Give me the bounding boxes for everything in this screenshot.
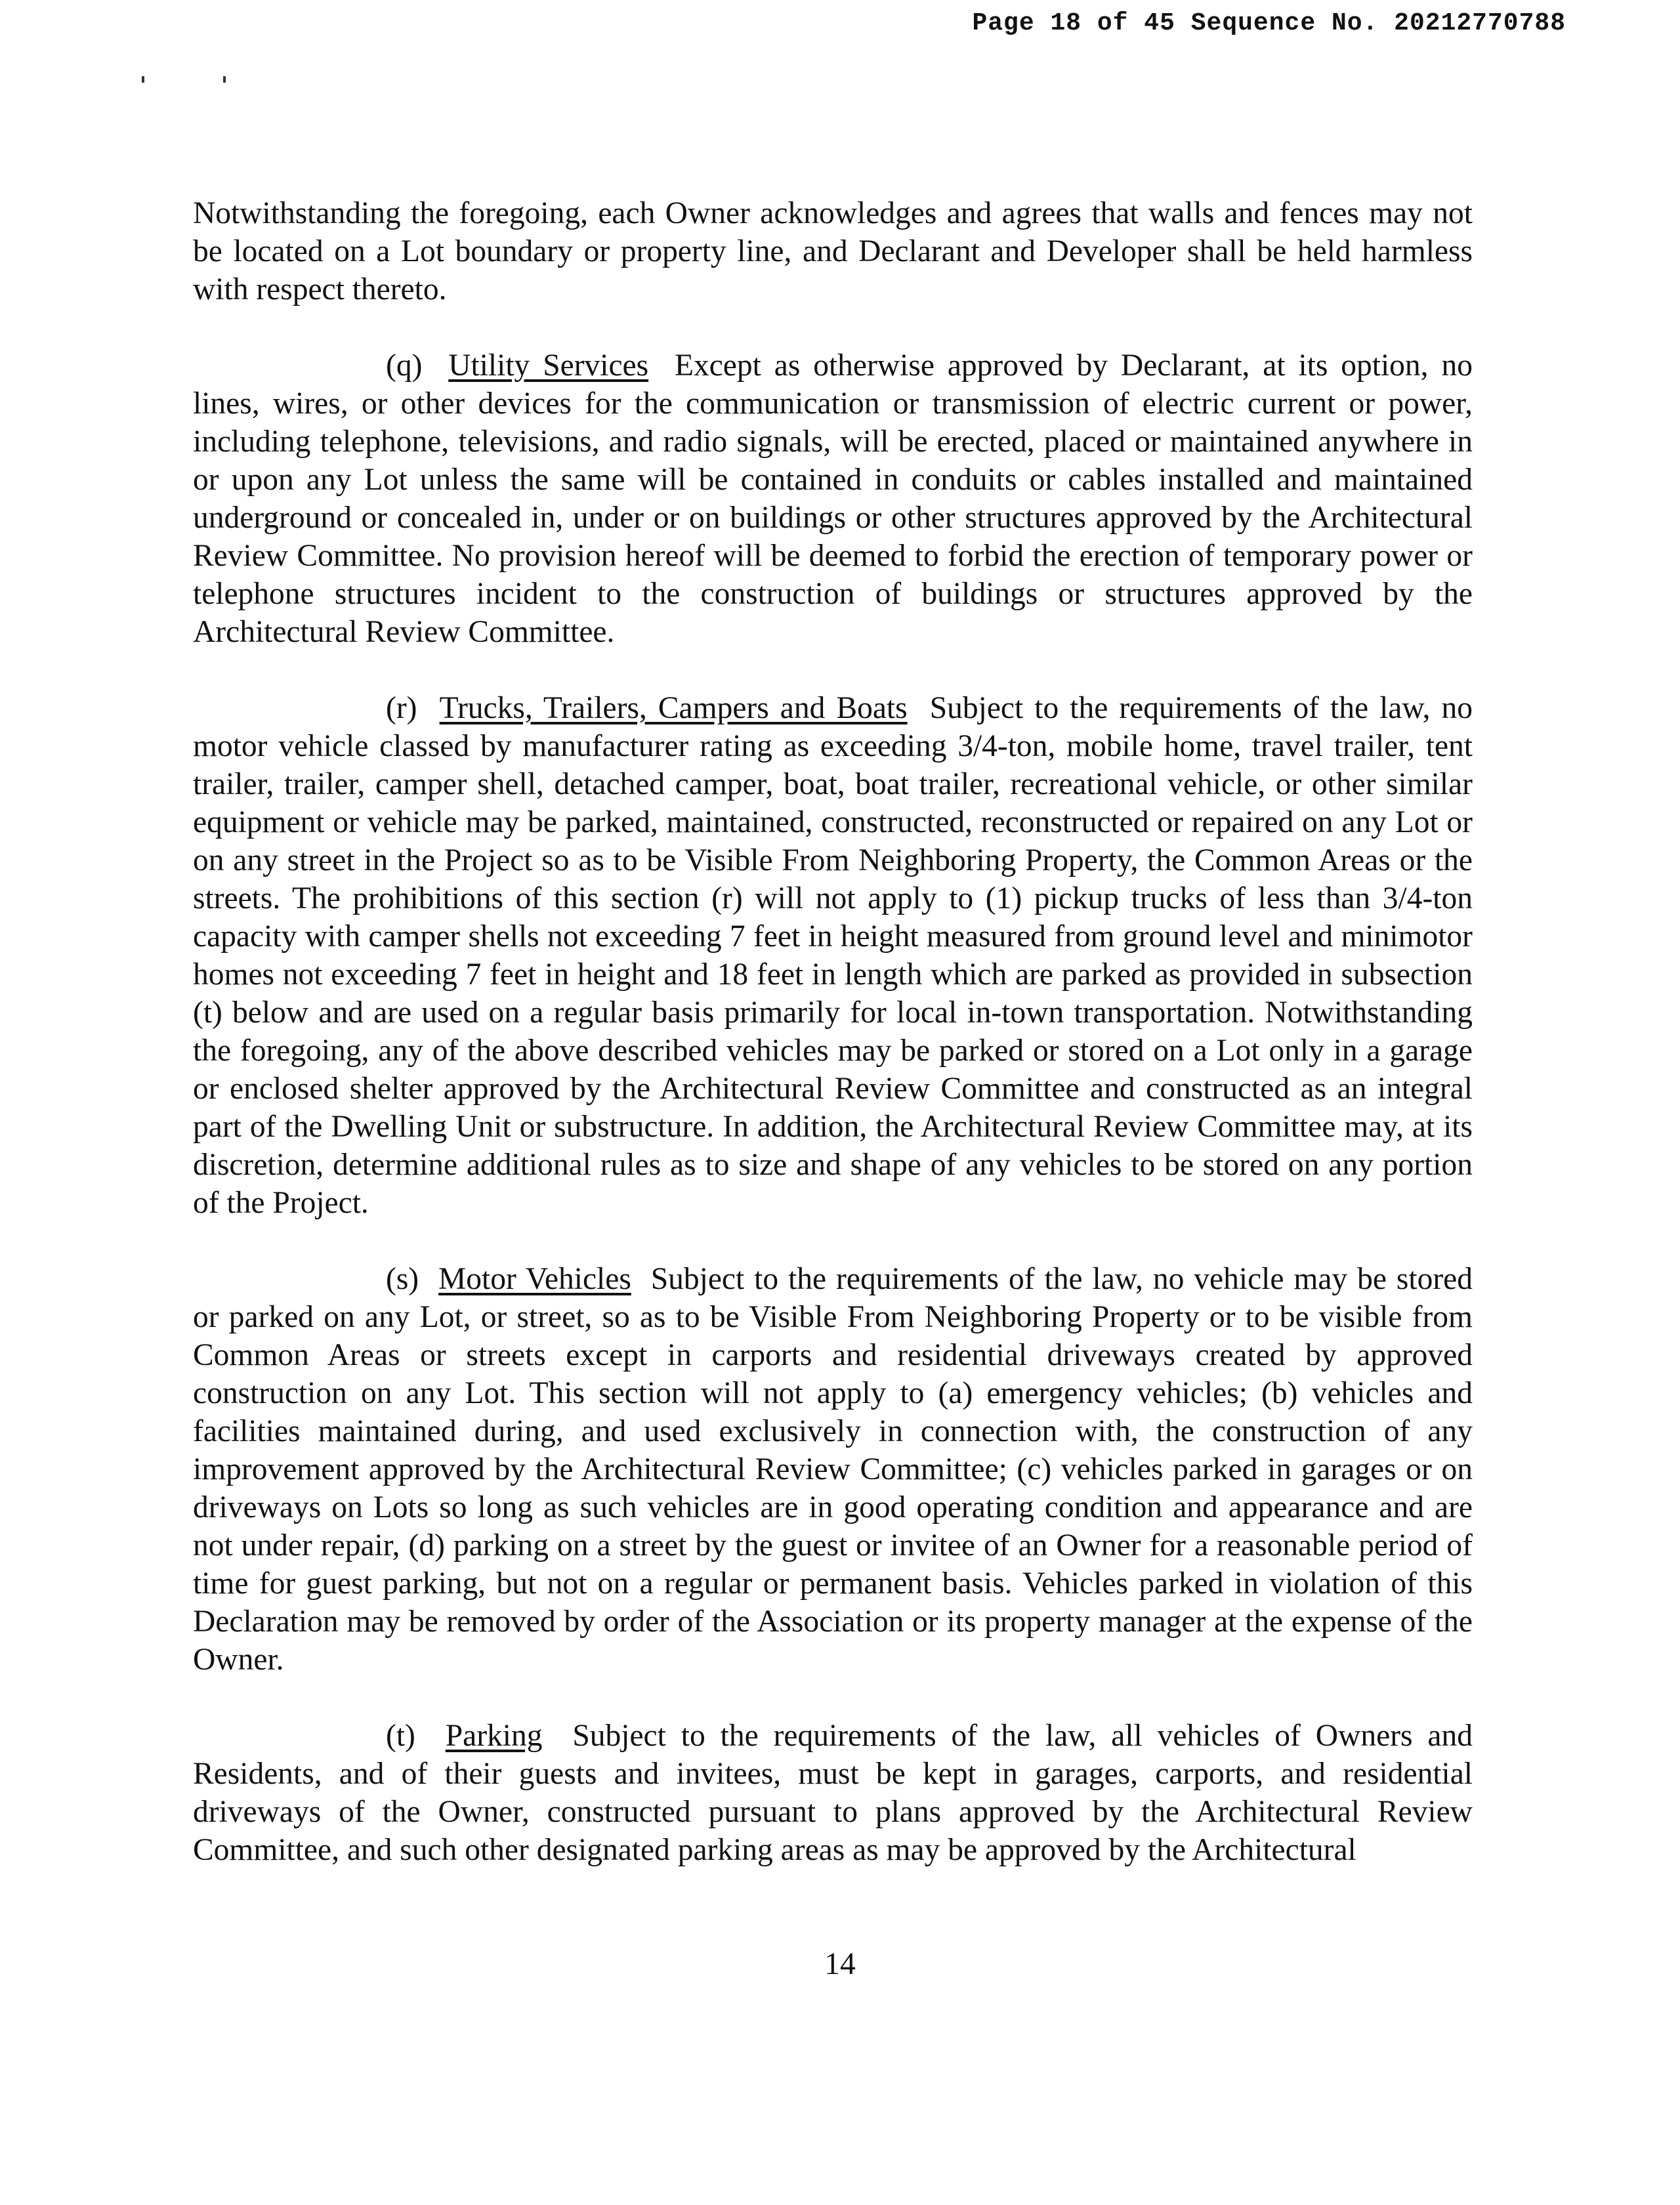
section-label: (s) [386,1262,419,1296]
section-t-parking [193,1717,1473,1869]
section-text: Subject to the requirements of the law, no motor vehicle classed by manufacturer rating as exceeding 3/4-ton, mobile home, travel trailer, tent trailer, trailer, camper shell, detached camper, boat, boat trailer, recreational vehicle, or other similar equipment or vehicle may be parked, maintained, constructed, reconstructed or repaired on any Lot or on any street in the Project so as to be Visible From Neighboring Property, the Common Areas or the streets. The prohibitions of this section (r) will not apply to (1) pickup trucks of less than 3/4-ton capacity with camper shells not exceeding 7 feet in height measured from ground level and minimotor homes not exceeding 7 feet in height and 18 feet in length which are parked as provided in subsection (t) below and are used on a regular basis primarily for local in-town transportation. Notwithstanding the foregoing, any of the above described vehicles may be parked or stored on a Lot only in a garage or enclosed shelter approved by the Architectural Review Committee and constructed as an integral part of the Dwelling Unit or substructure. In addition, the Architectural Review Committee may, at its discretion, determine additional rules as to size and shape of any vehicles to be stored on any portion of the Project. [193,691,1473,1220]
scan-speck [142,76,144,83]
page-sequence-header: Page 18 of 45 Sequence No. 20212770788 [972,9,1566,37]
section-text: Subject to the requirements of the law, no vehicle may be stored or parked on any Lot, or street, so as to be Visible From Neighboring Property or to be visible from Common Areas or streets except in carports and residential driveways created by approved construction on any Lot. This section will not apply to (a) emergency vehicles; (b) vehicles and facilities maintained during, and used exclusively in connection with, the construction of any improvement approved by the Architectural Review Committee; (c) vehicles parked in garages or on driveways on Lots so long as such vehicles are in good operating condition and appearance and are not under repair, (d) parking on a street by the guest or invitee of an Owner for a reasonable period of time for guest parking, but not on a regular or permanent basis. Vehicles parked in violation of this Declaration may be removed by order of the Association or its property manager at the expense of the Owner. [193,1262,1473,1677]
section-text: Except as otherwise approved by Declarant, at its option, no lines, wires, or other devices for the communication or transmission of electric current or power, including telephone, televisions, and radio signals, will be erected, placed or maintained anywhere in or upon any Lot unless the same will be contained in conduits or cables installed and maintained underground or concealed in, under or on buildings or other structures approved by the Architectural Review Committee. No provision hereof will be deemed to forbid the erection of temporary power or telephone structures incident to the construction of buildings or structures approved by the Architectural Review Committee. [193,348,1473,649]
section-text: Subject to the requirements of the law, all vehicles of Owners and Residents, and of their guests and invitees, must be kept in garages, carports, and residential driveways of the Owner, constructed pursuant to plans approved by the Architectural Review Committee, and such other designated parking areas as may be approved by the Architectural [193,1719,1473,1867]
section-r-trucks-trailers [193,689,1473,1222]
section-label: (r) [386,691,417,725]
section-heading: Utility Services [448,348,649,383]
paragraph-walls-fences [193,194,1473,308]
section-heading: Motor Vehicles [438,1262,631,1296]
document-body [193,194,1473,1907]
section-label: (t) [386,1719,415,1753]
section-q-utility-services [193,346,1473,651]
section-s-motor-vehicles [193,1260,1473,1679]
section-heading: Trucks, Trailers, Campers and Boats [439,691,908,725]
page-number: 14 [824,1947,856,1981]
paragraph-text: Notwithstanding the foregoing, each Owner acknowledges and agrees that walls and fences may not be located on a Lot boundary or property line, and Declarant and Developer shall be held harmless with respect thereto. [193,196,1473,306]
section-label: (q) [386,348,423,383]
section-heading: Parking [445,1719,543,1753]
scan-speck [223,76,226,83]
